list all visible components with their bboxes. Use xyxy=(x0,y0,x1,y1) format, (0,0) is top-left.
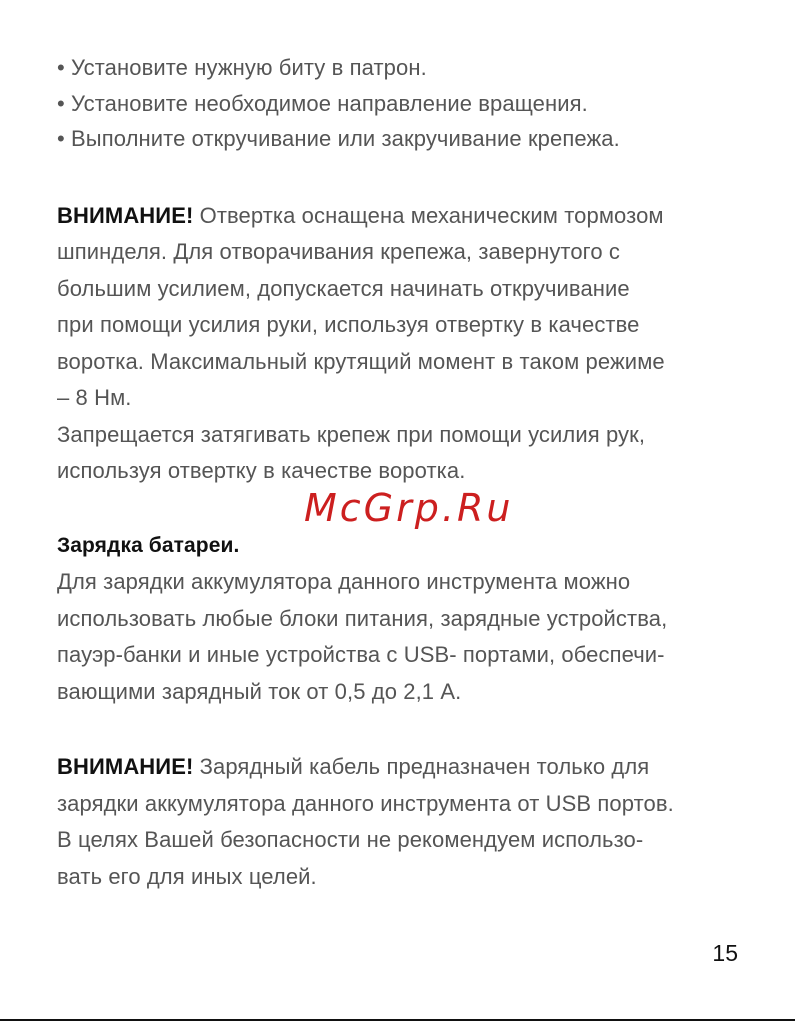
page-number: 15 xyxy=(712,940,738,966)
paragraph-line: использовать любые блоки питания, зарядные устройства, xyxy=(57,605,668,631)
warning-label: ВНИМАНИЕ! xyxy=(57,754,194,779)
warning-text: Зарядный кабель предназначен только для xyxy=(193,754,650,779)
charging-section xyxy=(57,528,757,711)
paragraph-line: большим усилием, допускается начинать откручивание xyxy=(57,275,630,301)
warning-label: ВНИМАНИЕ! xyxy=(57,202,194,228)
paragraph-line: вать его для иных целей. xyxy=(57,863,317,889)
paragraph-line: – 8 Нм. xyxy=(57,385,132,410)
watermark-text: McGrp.Ru xyxy=(304,486,514,530)
warning-first-line xyxy=(57,198,757,235)
instruction-list xyxy=(57,50,757,157)
section-heading: Зарядка батареи. xyxy=(57,533,240,557)
paragraph-line: используя отвертку в качестве воротка. xyxy=(57,458,466,483)
paragraph-line: Для зарядки аккумулятора данного инструмента можно xyxy=(57,569,631,594)
paragraph-line: при помощи усилия руки, используя отвертку в качестве xyxy=(57,312,640,337)
warning-paragraph-cable xyxy=(57,749,757,895)
paragraph-line: зарядки аккумулятора данного инструмента от USB портов. xyxy=(57,790,674,816)
paragraph-line: воротка. Максимальный крутящий момент в таком режиме xyxy=(57,348,665,374)
list-item: • Установите необходимое направление вращения. xyxy=(57,90,588,116)
page-body xyxy=(57,50,757,895)
paragraph-line: пауэр-банки и иные устройства с USB- портами, обеспечи- xyxy=(57,642,665,667)
paragraph-line: вающими зарядный ток от 0,5 до 2,1 А. xyxy=(57,678,462,704)
warning-first-line xyxy=(57,749,757,786)
warning-text: Отвертка оснащена механическим тормозом xyxy=(193,202,664,228)
paragraph-line: В целях Вашей безопасности не рекомендуем использо- xyxy=(57,827,644,852)
list-item: • Выполните откручивание или закручивание крепежа. xyxy=(57,126,620,151)
paragraph-line: Запрещается затягивать крепеж при помощи усилия рук, xyxy=(57,421,646,447)
paragraph-line: шпинделя. Для отворачивания крепежа, завернутого с xyxy=(57,239,620,264)
warning-paragraph-brake xyxy=(57,198,757,490)
list-item: • Установите нужную биту в патрон. xyxy=(57,55,427,80)
